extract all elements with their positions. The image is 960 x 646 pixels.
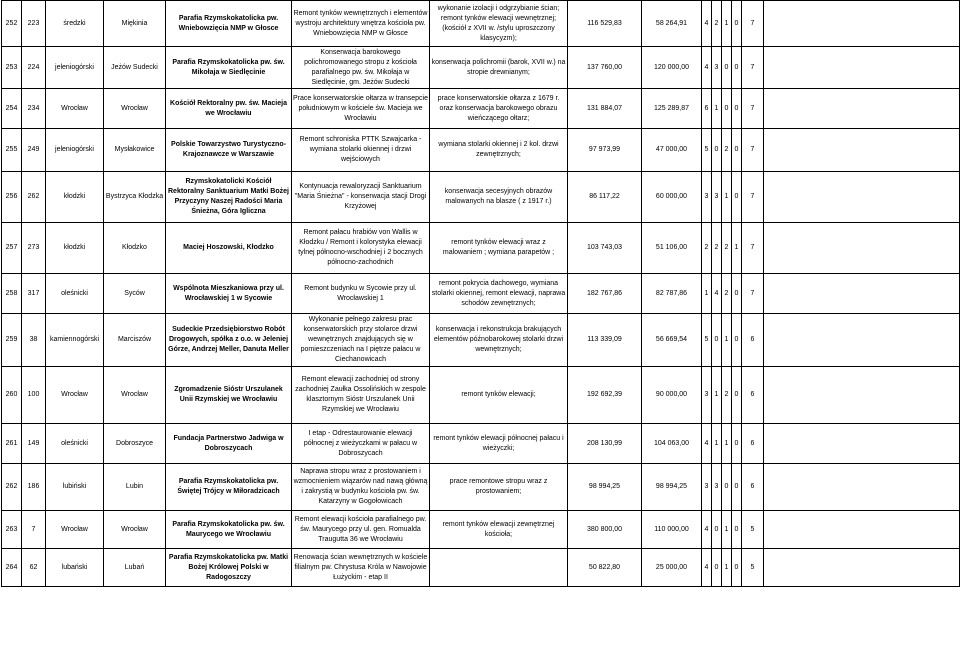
total-cost-cell: 113 339,09	[568, 314, 642, 367]
scope-cell: remont tynków elewacji wraz z malowaniem ; wymiana parapetów ;	[430, 223, 568, 274]
scope-cell	[430, 549, 568, 587]
lp-cell: 254	[2, 89, 22, 129]
table-row	[2, 549, 960, 587]
district-cell: Wrocław	[46, 511, 104, 549]
grant-amount-cell: 58 264,91	[642, 1, 702, 47]
empty-cell	[764, 89, 960, 129]
score-sum-cell: 5	[742, 511, 764, 549]
score-1-cell: 4	[702, 511, 712, 549]
score-sum-cell: 6	[742, 367, 764, 424]
scope-cell: prace remontowe stropu wraz z prostowaniem;	[430, 464, 568, 511]
grant-amount-cell: 47 000,00	[642, 129, 702, 172]
score-1-cell: 5	[702, 314, 712, 367]
application-number-cell: 149	[22, 424, 46, 464]
score-3-cell: 1	[722, 314, 732, 367]
empty-cell	[764, 129, 960, 172]
task-cell: Remont elewacji zachodniej od strony zachodniej Zaułka Ossolińskich w zespole klasztornym Sióstr Urszulanek Unii Rzymskiej we Wrocławiu	[292, 367, 430, 424]
application-number-cell: 38	[22, 314, 46, 367]
lp-cell: 256	[2, 172, 22, 223]
table-row	[2, 274, 960, 314]
table-body	[2, 1, 960, 587]
scope-cell: remont tynków elewacji północnej pałacu i wieżyczki;	[430, 424, 568, 464]
task-cell: Remont tynków wewnętrznych i elementów wystroju architektury wnętrza kościoła pw. Wniebowzięcia NMP w Głosce	[292, 1, 430, 47]
score-1-cell: 3	[702, 367, 712, 424]
commune-cell: Lubin	[104, 464, 166, 511]
score-3-cell: 1	[722, 1, 732, 47]
total-cost-cell: 208 130,99	[568, 424, 642, 464]
scope-cell: remont tynków elewacji;	[430, 367, 568, 424]
empty-cell	[764, 511, 960, 549]
application-number-cell: 224	[22, 47, 46, 89]
score-1-cell: 4	[702, 424, 712, 464]
score-sum-cell: 7	[742, 223, 764, 274]
grant-amount-cell: 120 000,00	[642, 47, 702, 89]
application-number-cell: 273	[22, 223, 46, 274]
total-cost-cell: 137 760,00	[568, 47, 642, 89]
applicant-cell: Parafia Rzymskokatolicka pw. św. Mikołaja w Siedlęcinie	[166, 47, 292, 89]
scope-cell: remont pokrycia dachowego, wymiana stolarki okiennej, remont elewacji, naprawa schodów zewnętrznych;	[430, 274, 568, 314]
total-cost-cell: 98 994,25	[568, 464, 642, 511]
lp-cell: 259	[2, 314, 22, 367]
total-cost-cell: 103 743,03	[568, 223, 642, 274]
score-3-cell: 1	[722, 424, 732, 464]
task-cell: Konserwacja barokowego polichromowanego stropu z kościoła parafialnego pw. św. Mikołaja w Siedlęcinie, gm. Jeżów Sudecki	[292, 47, 430, 89]
applicant-cell: Parafia Rzymskokatolicka pw. św. Maurycego we Wrocławiu	[166, 511, 292, 549]
district-cell: oleśnicki	[46, 424, 104, 464]
score-sum-cell: 6	[742, 464, 764, 511]
table-row	[2, 367, 960, 424]
lp-cell: 253	[2, 47, 22, 89]
grant-amount-cell: 90 000,00	[642, 367, 702, 424]
table-row	[2, 1, 960, 47]
scope-cell: prace konserwatorskie ołtarza z 1679 r. oraz konserwacja barokowego obrazu wieńczącego ołtarz;	[430, 89, 568, 129]
applicant-cell: Rzymskokatolicki Kościół Rektoralny Sanktuarium Matki Bożej Przyczyny Naszej Radości Maria Śnieżna, Góra Igliczna	[166, 172, 292, 223]
table-row	[2, 464, 960, 511]
score-sum-cell: 5	[742, 549, 764, 587]
score-2-cell: 3	[712, 464, 722, 511]
score-2-cell: 4	[712, 274, 722, 314]
score-3-cell: 2	[722, 274, 732, 314]
district-cell: jeleniogórski	[46, 129, 104, 172]
applicant-cell: Kościół Rektoralny pw. św. Macieja we Wrocławiu	[166, 89, 292, 129]
score-4-cell: 0	[732, 464, 742, 511]
total-cost-cell: 50 822,80	[568, 549, 642, 587]
scope-cell: konserwacja i rekonstrukcja brakujących elementów późnobarokowej stolarki drzwi wewnętrznych;	[430, 314, 568, 367]
score-4-cell: 0	[732, 129, 742, 172]
district-cell: oleśnicki	[46, 274, 104, 314]
application-number-cell: 186	[22, 464, 46, 511]
total-cost-cell: 182 767,86	[568, 274, 642, 314]
score-2-cell: 3	[712, 172, 722, 223]
score-2-cell: 1	[712, 424, 722, 464]
empty-cell	[764, 549, 960, 587]
score-4-cell: 1	[732, 223, 742, 274]
task-cell: Remont elewacji kościoła parafialnego pw. św. Maurycego przy ul. gen. Romualda Traugutta 36 we Wrocławiu	[292, 511, 430, 549]
applicant-cell: Parafia Rzymskokatolicka pw. Wniebowzięcia NMP w Głosce	[166, 1, 292, 47]
task-cell: Wykonanie pełnego zakresu prac konserwatorskich przy stolarce drzwi wewnętrznych znajdujących się w pomieszczeniach na I piętrze pałacu w Ciechanowicach	[292, 314, 430, 367]
score-1-cell: 2	[702, 223, 712, 274]
grant-table	[1, 0, 960, 587]
district-cell: lubiński	[46, 464, 104, 511]
empty-cell	[764, 314, 960, 367]
grant-amount-cell: 110 000,00	[642, 511, 702, 549]
score-4-cell: 0	[732, 47, 742, 89]
district-cell: jeleniogórski	[46, 47, 104, 89]
score-2-cell: 2	[712, 223, 722, 274]
lp-cell: 262	[2, 464, 22, 511]
empty-cell	[764, 367, 960, 424]
applicant-cell: Wspólnota Mieszkaniowa przy ul. Wrocławskiej 1 w Sycowie	[166, 274, 292, 314]
score-2-cell: 0	[712, 129, 722, 172]
score-4-cell: 0	[732, 424, 742, 464]
table-row	[2, 223, 960, 274]
score-3-cell: 1	[722, 549, 732, 587]
empty-cell	[764, 47, 960, 89]
table-row	[2, 129, 960, 172]
score-2-cell: 0	[712, 549, 722, 587]
commune-cell: Bystrzyca Kłodzka	[104, 172, 166, 223]
score-2-cell: 0	[712, 314, 722, 367]
commune-cell: Lubań	[104, 549, 166, 587]
commune-cell: Miękinia	[104, 1, 166, 47]
total-cost-cell: 116 529,83	[568, 1, 642, 47]
application-number-cell: 223	[22, 1, 46, 47]
empty-cell	[764, 223, 960, 274]
lp-cell: 255	[2, 129, 22, 172]
lp-cell: 263	[2, 511, 22, 549]
application-number-cell: 262	[22, 172, 46, 223]
grant-amount-cell: 60 000,00	[642, 172, 702, 223]
task-cell: Remont budynku w Sycowie przy ul. Wrocławskiej 1	[292, 274, 430, 314]
table-row	[2, 424, 960, 464]
applicant-cell: Sudeckie Przedsiębiorstwo Robót Drogowych, spółka z o.o. w Jeleniej Górze, Andrzej Meller, Danuta Meller	[166, 314, 292, 367]
commune-cell: Wrocław	[104, 367, 166, 424]
grant-amount-cell: 125 289,87	[642, 89, 702, 129]
commune-cell: Mysłakowice	[104, 129, 166, 172]
score-4-cell: 0	[732, 314, 742, 367]
total-cost-cell: 97 973,99	[568, 129, 642, 172]
lp-cell: 261	[2, 424, 22, 464]
score-3-cell: 0	[722, 89, 732, 129]
application-number-cell: 249	[22, 129, 46, 172]
score-sum-cell: 7	[742, 89, 764, 129]
table-row	[2, 314, 960, 367]
application-number-cell: 100	[22, 367, 46, 424]
grant-amount-cell: 51 106,00	[642, 223, 702, 274]
application-number-cell: 7	[22, 511, 46, 549]
district-cell: kamiennogórski	[46, 314, 104, 367]
empty-cell	[764, 424, 960, 464]
lp-cell: 260	[2, 367, 22, 424]
task-cell: I etap - Odrestaurowanie elewacji północnej z wieżyczkami w pałacu w Dobroszycach	[292, 424, 430, 464]
total-cost-cell: 86 117,22	[568, 172, 642, 223]
empty-cell	[764, 1, 960, 47]
district-cell: średzki	[46, 1, 104, 47]
empty-cell	[764, 172, 960, 223]
score-4-cell: 0	[732, 89, 742, 129]
score-sum-cell: 7	[742, 129, 764, 172]
task-cell: Kontynuacja rewaloryzacji Sanktuarium "Maria Śnieżna" - konserwacja stacji Drogi Krzyżowej	[292, 172, 430, 223]
score-1-cell: 3	[702, 172, 712, 223]
commune-cell: Wrocław	[104, 511, 166, 549]
total-cost-cell: 131 884,07	[568, 89, 642, 129]
total-cost-cell: 192 692,39	[568, 367, 642, 424]
lp-cell: 252	[2, 1, 22, 47]
score-3-cell: 0	[722, 47, 732, 89]
score-3-cell: 1	[722, 511, 732, 549]
applicant-cell: Zgromadzenie Sióstr Urszulanek Unii Rzymskiej we Wrocławiu	[166, 367, 292, 424]
task-cell: Prace konserwatorskie ołtarza w transepcie południowym w kościele św. Macieja we Wrocławiu	[292, 89, 430, 129]
commune-cell: Wrocław	[104, 89, 166, 129]
commune-cell: Marciszów	[104, 314, 166, 367]
score-1-cell: 5	[702, 129, 712, 172]
task-cell: Renowacja ścian wewnętrznych w kościele filialnym pw. Chrystusa Króla w Nawojowie Łużyckim - etap II	[292, 549, 430, 587]
task-cell: Remont pałacu hrabiów von Wallis w Kłodzku / Remont i kolorystyka elewacji tylnej północno-wschodniej i 2 bocznych północno-zachodnich	[292, 223, 430, 274]
score-1-cell: 4	[702, 47, 712, 89]
commune-cell: Dobroszyce	[104, 424, 166, 464]
score-1-cell: 4	[702, 549, 712, 587]
score-1-cell: 4	[702, 1, 712, 47]
application-number-cell: 317	[22, 274, 46, 314]
commune-cell: Jeżów Sudecki	[104, 47, 166, 89]
scope-cell: remont tynków elewacji zewnętrznej kościoła;	[430, 511, 568, 549]
lp-cell: 258	[2, 274, 22, 314]
grant-amount-cell: 104 063,00	[642, 424, 702, 464]
table-row	[2, 47, 960, 89]
score-sum-cell: 6	[742, 424, 764, 464]
score-sum-cell: 7	[742, 274, 764, 314]
score-4-cell: 0	[732, 367, 742, 424]
score-3-cell: 1	[722, 172, 732, 223]
score-sum-cell: 6	[742, 314, 764, 367]
score-sum-cell: 7	[742, 172, 764, 223]
grant-amount-cell: 56 669,54	[642, 314, 702, 367]
total-cost-cell: 380 800,00	[568, 511, 642, 549]
score-3-cell: 0	[722, 464, 732, 511]
scope-cell: konserwacja secesyjnych obrazów malowanych na blasze ( z 1917 r.)	[430, 172, 568, 223]
empty-cell	[764, 274, 960, 314]
score-3-cell: 2	[722, 223, 732, 274]
applicant-cell: Maciej Hoszowski, Kłodzko	[166, 223, 292, 274]
district-cell: Wrocław	[46, 367, 104, 424]
score-2-cell: 3	[712, 47, 722, 89]
applicant-cell: Parafia Rzymskokatolicka pw. Matki Bożej Królowej Polski w Radogoszczy	[166, 549, 292, 587]
scope-cell: wymiana stolarki okiennej i 2 kol. drzwi zewnętrznych;	[430, 129, 568, 172]
applicant-cell: Parafia Rzymskokatolicka pw. Świętej Trójcy w Miłoradzicach	[166, 464, 292, 511]
table-row	[2, 511, 960, 549]
applicant-cell: Polskie Towarzystwo Turystyczno-Krajoznawcze w Warszawie	[166, 129, 292, 172]
application-number-cell: 234	[22, 89, 46, 129]
application-number-cell: 62	[22, 549, 46, 587]
applicant-cell: Fundacja Partnerstwo Jadwiga w Dobroszycach	[166, 424, 292, 464]
scope-cell: wykonanie izolacji i odgrzybianie ścian; remont tynków elewacji wewnętrznej; (kościół z XVII w. /stylu uproszczony klasycyzm);	[430, 1, 568, 47]
score-1-cell: 3	[702, 464, 712, 511]
score-1-cell: 1	[702, 274, 712, 314]
score-4-cell: 0	[732, 1, 742, 47]
score-2-cell: 1	[712, 89, 722, 129]
score-4-cell: 0	[732, 274, 742, 314]
score-sum-cell: 7	[742, 1, 764, 47]
score-3-cell: 2	[722, 129, 732, 172]
district-cell: lubański	[46, 549, 104, 587]
scope-cell: konserwacja polichromii (barok, XVII w.) na stropie drewnianym;	[430, 47, 568, 89]
score-2-cell: 2	[712, 1, 722, 47]
district-cell: kłodzki	[46, 172, 104, 223]
grant-amount-cell: 98 994,25	[642, 464, 702, 511]
score-4-cell: 0	[732, 172, 742, 223]
table-row	[2, 89, 960, 129]
table-row	[2, 172, 960, 223]
score-2-cell: 1	[712, 367, 722, 424]
score-4-cell: 0	[732, 511, 742, 549]
score-3-cell: 2	[722, 367, 732, 424]
grant-amount-cell: 25 000,00	[642, 549, 702, 587]
district-cell: kłodzki	[46, 223, 104, 274]
task-cell: Remont schroniska PTTK Szwajcarka - wymiana stolarki okiennej i drzwi wejściowych	[292, 129, 430, 172]
score-sum-cell: 7	[742, 47, 764, 89]
score-1-cell: 6	[702, 89, 712, 129]
grant-amount-cell: 82 787,86	[642, 274, 702, 314]
score-4-cell: 0	[732, 549, 742, 587]
lp-cell: 257	[2, 223, 22, 274]
task-cell: Naprawa stropu wraz z prostowaniem i wzmocnieniem wiązarów nad nawą główną i zakrystią w budynku kościoła pw. św. Katarzyny w Gogołowicach	[292, 464, 430, 511]
district-cell: Wrocław	[46, 89, 104, 129]
commune-cell: Kłodzko	[104, 223, 166, 274]
commune-cell: Syców	[104, 274, 166, 314]
lp-cell: 264	[2, 549, 22, 587]
score-2-cell: 0	[712, 511, 722, 549]
empty-cell	[764, 464, 960, 511]
